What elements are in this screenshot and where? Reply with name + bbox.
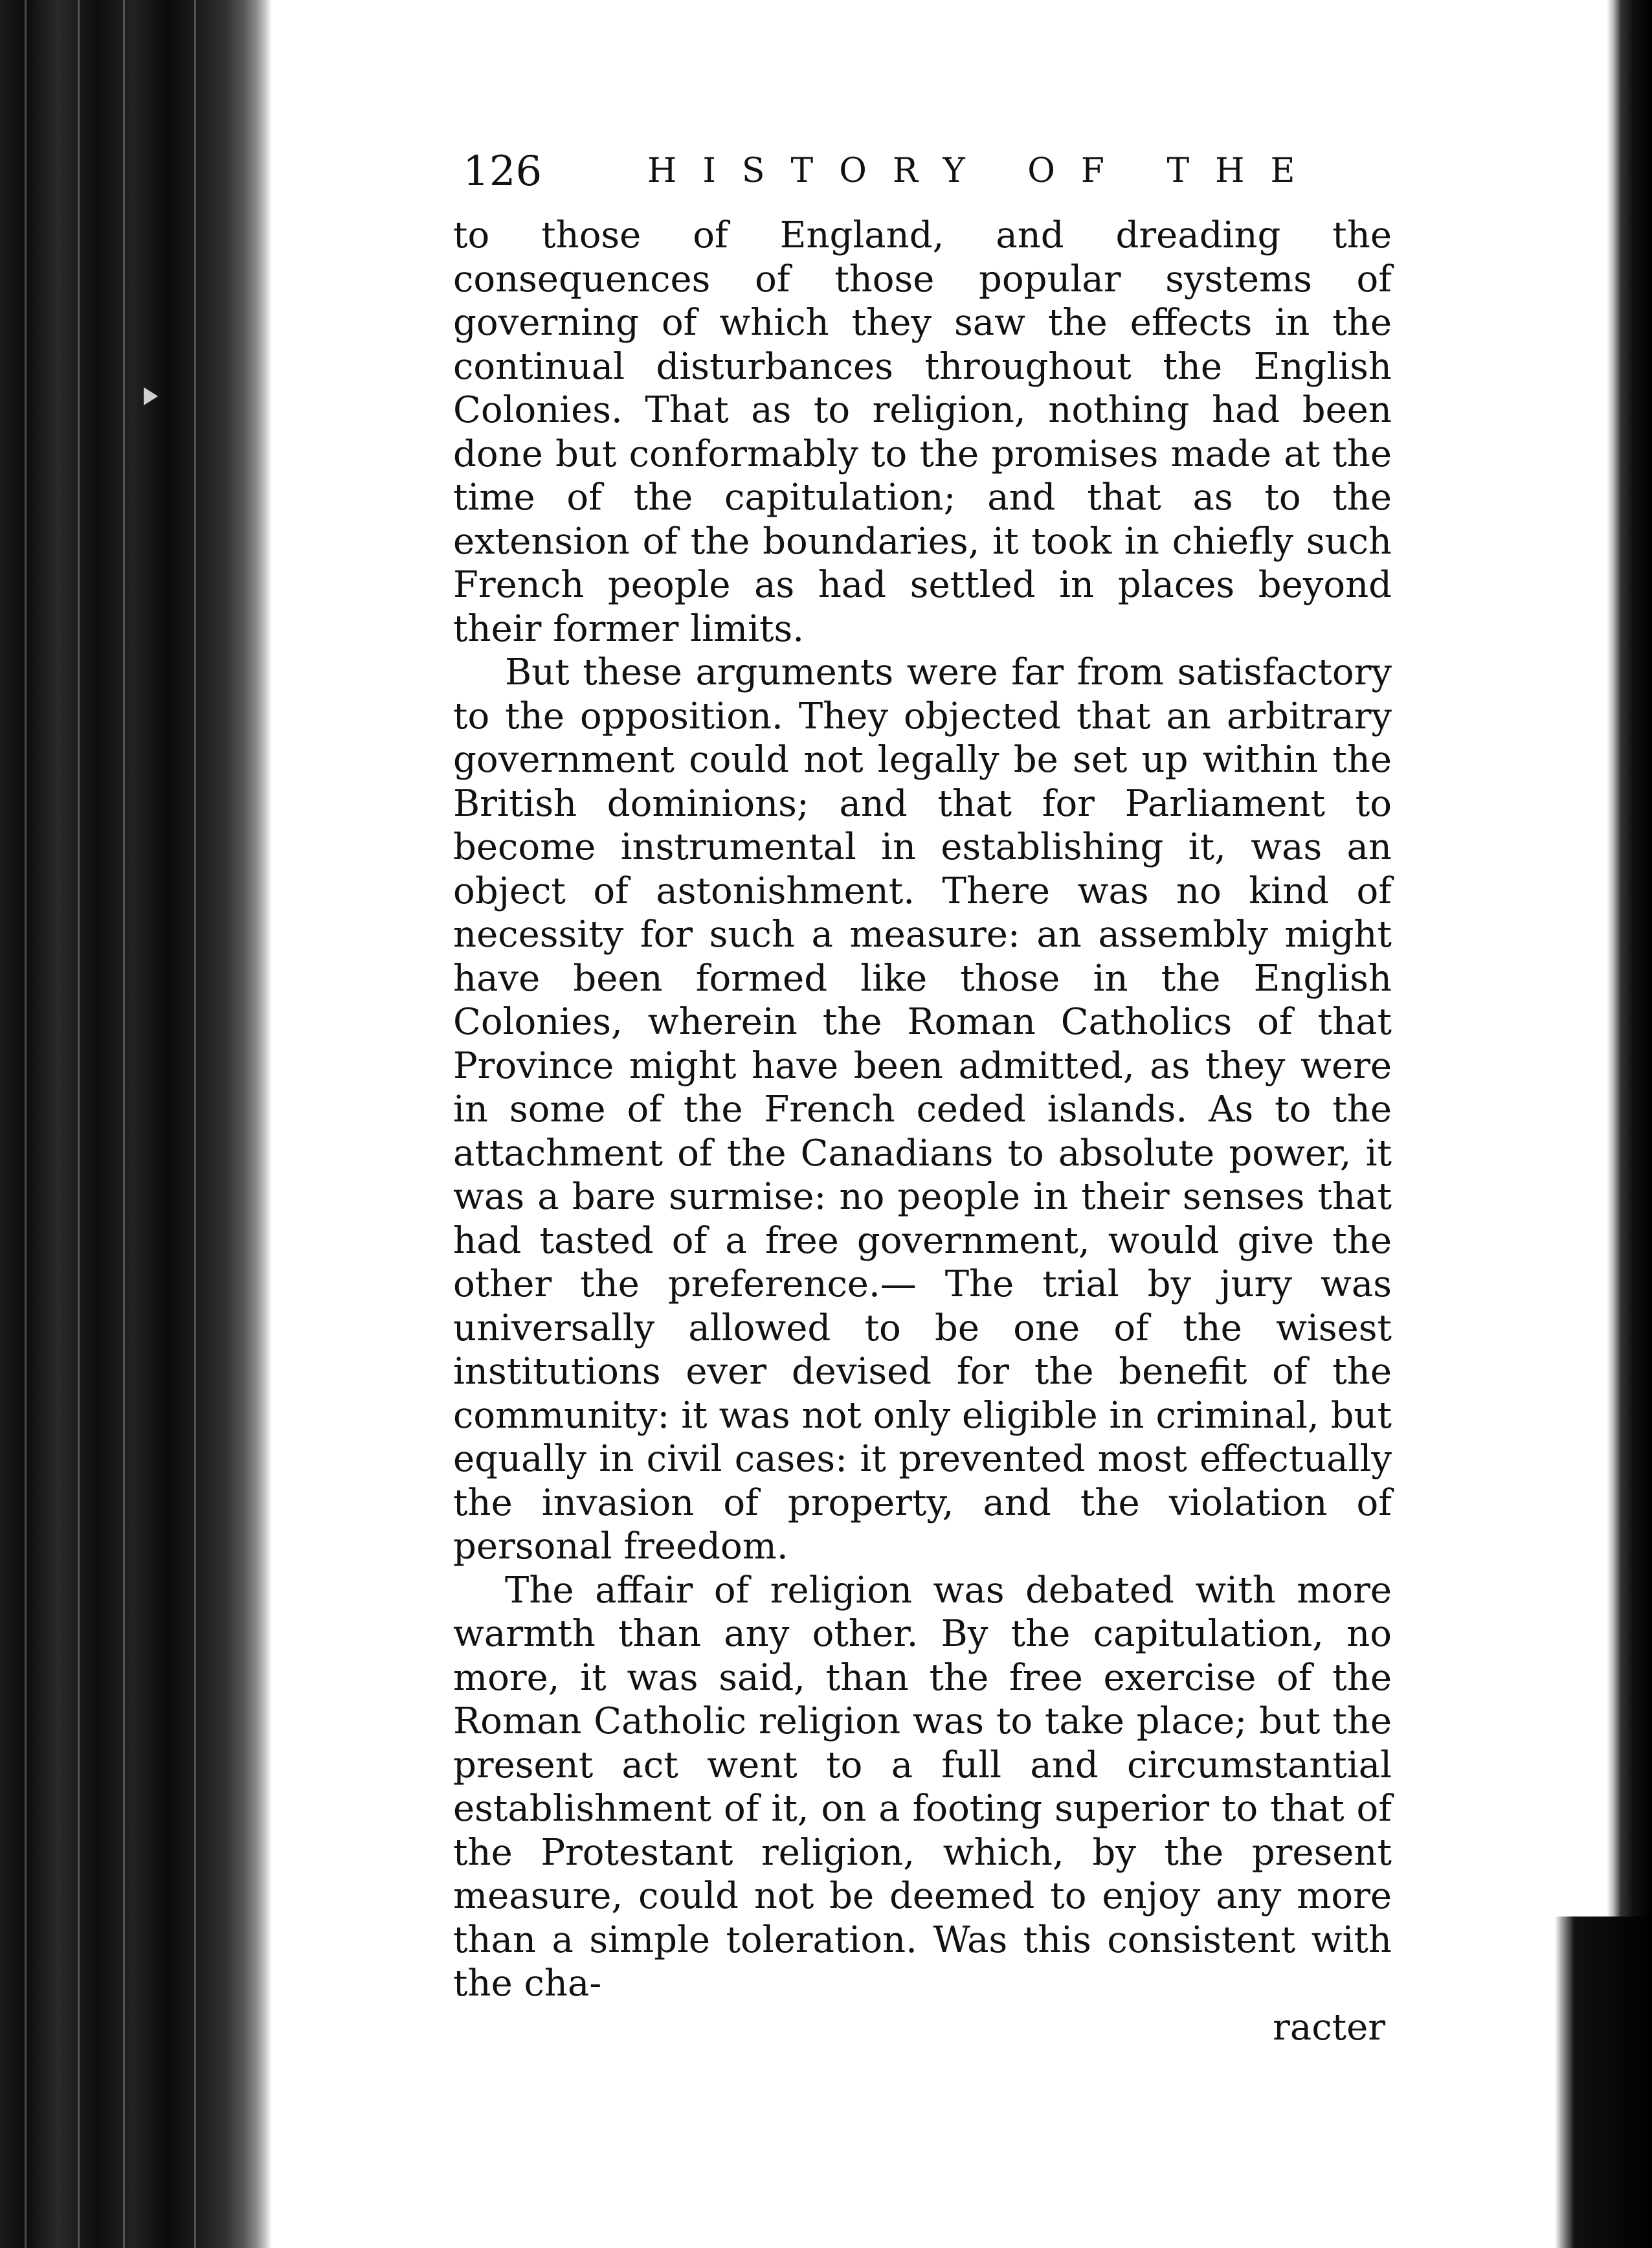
book-edge-left [0,0,272,2248]
running-head [453,142,1392,214]
book-page [453,142,1392,2049]
paragraph-religion: The affair of religion was debated with more warmth than any other. By the capitulation, no more, it was said, than the free exercise of the Roman Catholic religion was to take place; but the present act went to a full and circumstantial establishment of it, on a footing superior to that of the Protestant religion, which, by the present measure, could not be deemed to enjoy any more than a simple toleration. Was this consistent with the cha- [453,1569,1392,2005]
book-edge-right [1607,0,1652,2248]
page-body [453,214,1392,2006]
paragraph-opposition: But these arguments were far from satisfactory to the opposition. They objected that an arbitrary government could not legally be set up within the British dominions; and that for Parliament to become instrumental in establishing it, was an object of astonishment. There was no kind of necessity for such a measure: an assembly might have been formed like those in the English Colonies, wherein the Roman Catholics of that Province might have been admitted, as they were in some of the French ceded islands. As to the attachment of the Canadians to absolute power, it was a bare surmise: no people in their senses that had tasted of a free government, would give the other the preference.— The trial by jury was universally allowed to be one of the wisest institutions ever devised for the benefit of the community: it was not only eligible in criminal, but equally in civil cases: it prevented most effectually the invasion of property, and the violation of personal freedom. [453,651,1392,1568]
page-edge-line [194,0,196,2248]
catchword: racter [1273,2006,1385,2049]
edge-mark-icon [144,387,158,405]
page-edge-line [123,0,125,2248]
page-number: 126 [463,148,542,196]
running-title: HISTORY OF THE [647,152,1321,190]
book-edge-right-shadow [1555,1916,1652,2248]
page-edge-line [25,0,27,2248]
paragraph-continuation: to those of England, and dreading the consequences of those popular systems of governing of which they saw the effects in the continual disturbances throughout the English Colonies. That as to religion, nothing had been done but conformably to the promises made at the time of the capitulation; and that as to the extension of the boundaries, it took in chiefly such French people as had settled in places beyond their former limits. [453,214,1392,650]
page-edge-line [78,0,80,2248]
